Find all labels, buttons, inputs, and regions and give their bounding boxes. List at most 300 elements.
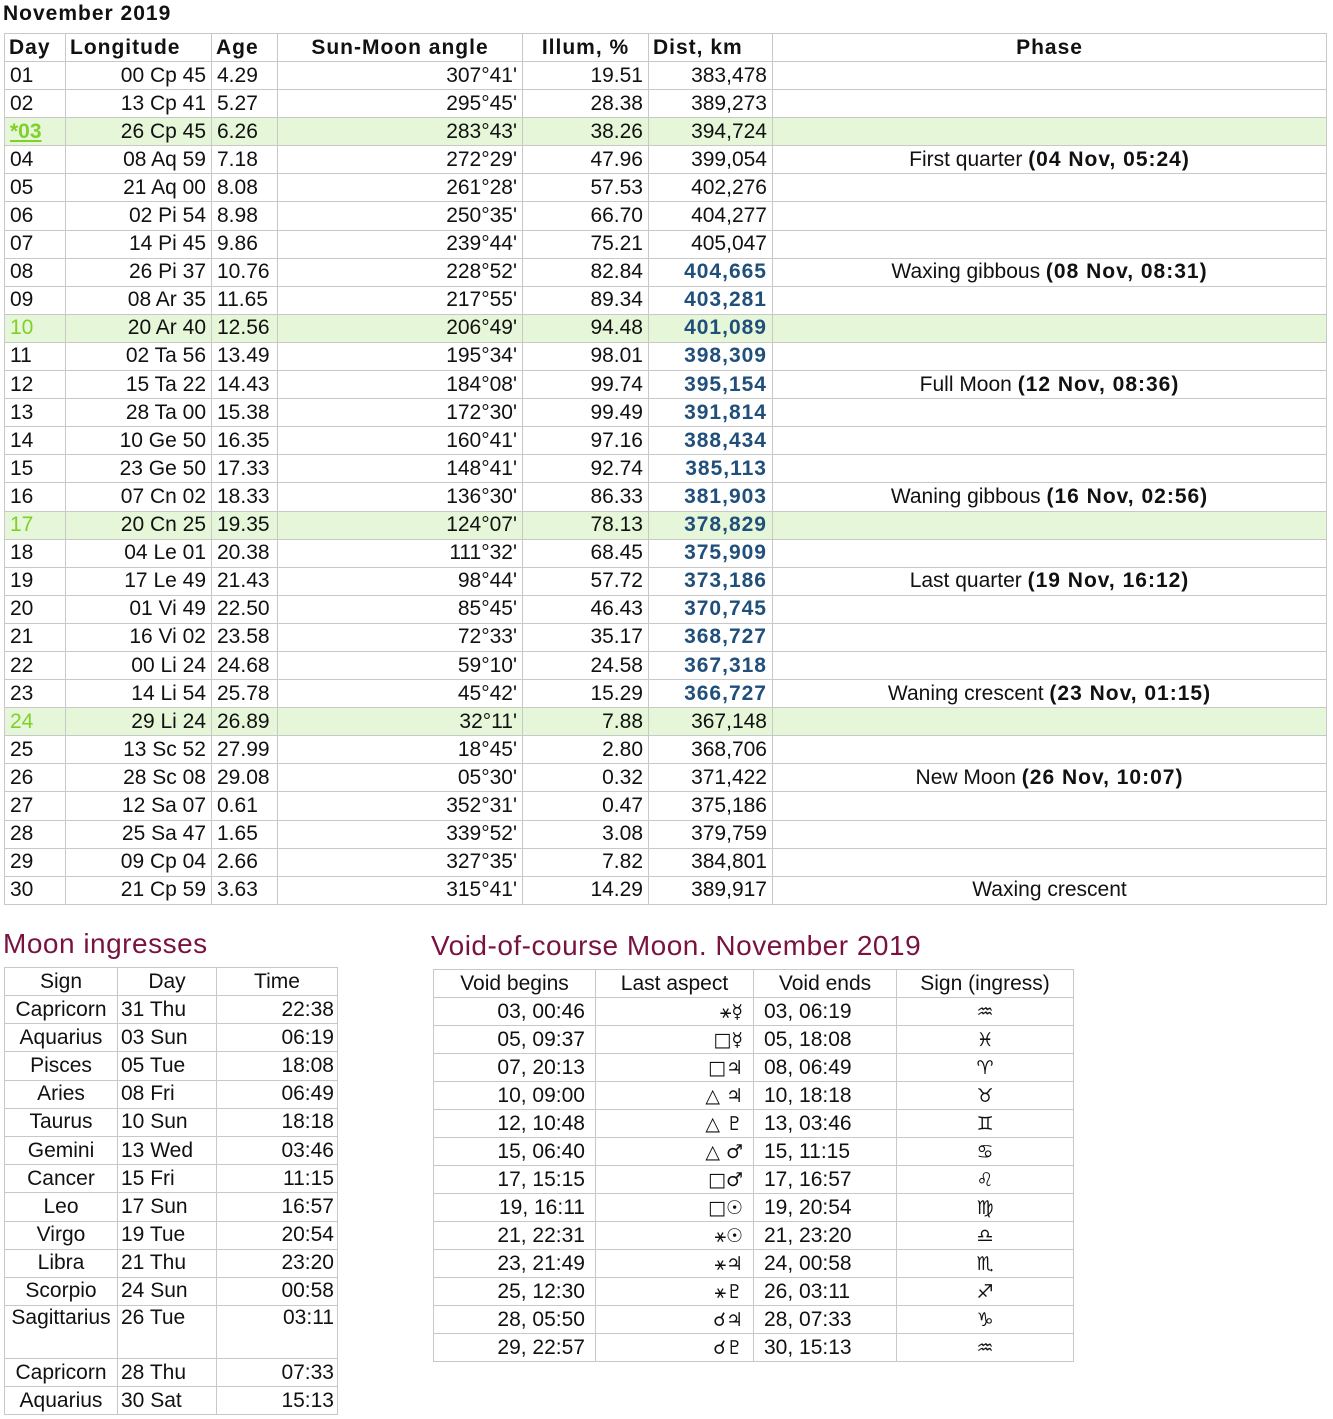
time-cell: 22:38 [217, 996, 338, 1024]
table-row [434, 1026, 1074, 1054]
day-cell: 21 [5, 623, 66, 651]
phase-cell [773, 118, 1327, 146]
table-row [5, 342, 1327, 370]
void-of-course-table [433, 969, 1074, 1362]
table-row [5, 146, 1327, 174]
table-row [5, 567, 1327, 595]
dist-cell: 404,665 [649, 258, 773, 286]
sign-ingress-cell: ♒ [897, 998, 1074, 1026]
dist-cell: 391,814 [649, 399, 773, 427]
illum-cell: 46.43 [523, 595, 649, 623]
day-cell: *03 [5, 118, 66, 146]
sign-ingress-cell: ♐ [897, 1278, 1074, 1306]
last-aspect-cell: △ ♃ [596, 1082, 754, 1110]
age-cell: 13.49 [212, 342, 278, 370]
table-row [5, 595, 1327, 623]
last-aspect-cell: △ ♇ [596, 1110, 754, 1138]
time-cell: 06:19 [217, 1024, 338, 1052]
longitude-cell: 26 Cp 45 [66, 118, 212, 146]
dist-cell: 383,478 [649, 62, 773, 90]
time-cell: 00:58 [217, 1277, 338, 1305]
day-cell: 24 [5, 708, 66, 736]
sign-cell: Leo [5, 1193, 118, 1221]
void-begins-cell: 07, 20:13 [434, 1054, 596, 1082]
longitude-cell: 26 Pi 37 [66, 258, 212, 286]
time-cell: 06:49 [217, 1080, 338, 1108]
table-row [5, 792, 1327, 820]
dist-cell: 370,745 [649, 595, 773, 623]
table-row [5, 1359, 338, 1387]
illum-cell: 99.74 [523, 371, 649, 399]
sign-cell: Capricorn [5, 996, 118, 1024]
day-cell: 09 [5, 286, 66, 314]
longitude-cell: 08 Ar 35 [66, 286, 212, 314]
day-cell: 01 [5, 62, 66, 90]
phase-name: First quarter [909, 147, 1023, 171]
table-row [434, 1334, 1074, 1362]
header-time: Time [217, 968, 338, 996]
table-row [5, 1136, 338, 1164]
sign-ingress-cell: ♍ [897, 1194, 1074, 1222]
illum-cell: 28.38 [523, 90, 649, 118]
age-cell: 6.26 [212, 118, 278, 146]
table-row [5, 1249, 338, 1277]
longitude-cell: 00 Li 24 [66, 651, 212, 679]
dist-cell: 368,727 [649, 623, 773, 651]
dist-cell: 399,054 [649, 146, 773, 174]
longitude-cell: 02 Ta 56 [66, 342, 212, 370]
age-cell: 7.18 [212, 146, 278, 174]
sign-cell: Cancer [5, 1165, 118, 1193]
phase-name: Last quarter [909, 569, 1022, 593]
dist-cell: 401,089 [649, 314, 773, 342]
illum-cell: 0.47 [523, 792, 649, 820]
void-ends-cell: 03, 06:19 [754, 998, 897, 1026]
illum-cell: 99.49 [523, 399, 649, 427]
sign-cell: Aries [5, 1080, 118, 1108]
day-cell: 22 [5, 651, 66, 679]
age-cell: 23.58 [212, 623, 278, 651]
day-cell: 15 [5, 455, 66, 483]
longitude-cell: 09 Cp 04 [66, 848, 212, 876]
sign-ingress-cell: ♈ [897, 1054, 1074, 1082]
age-cell: 29.08 [212, 764, 278, 792]
illum-cell: 89.34 [523, 286, 649, 314]
longitude-cell: 13 Sc 52 [66, 736, 212, 764]
dist-cell: 373,186 [649, 567, 773, 595]
void-ends-cell: 10, 18:18 [754, 1082, 897, 1110]
age-cell: 24.68 [212, 651, 278, 679]
table-row [5, 1108, 338, 1136]
dist-cell: 375,186 [649, 792, 773, 820]
sign-cell: Pisces [5, 1052, 118, 1080]
sun-moon-angle-cell: 160°41' [278, 427, 523, 455]
time-cell: 03:11 [217, 1306, 338, 1359]
table-row [5, 371, 1327, 399]
table-row [5, 286, 1327, 314]
day-cell: 02 [5, 90, 66, 118]
void-of-course-title [431, 930, 921, 962]
longitude-cell: 04 Le 01 [66, 539, 212, 567]
table-row [5, 230, 1327, 258]
phase-cell [773, 258, 1327, 286]
sign-ingress-cell: ♓ [897, 1026, 1074, 1054]
void-ends-cell: 19, 20:54 [754, 1194, 897, 1222]
sign-ingress-cell: ♏ [897, 1250, 1074, 1278]
sun-moon-angle-cell: 05°30' [278, 764, 523, 792]
sign-cell: Virgo [5, 1221, 118, 1249]
age-cell: 8.08 [212, 174, 278, 202]
illum-cell: 92.74 [523, 455, 649, 483]
phase-cell [773, 623, 1327, 651]
longitude-cell: 29 Li 24 [66, 708, 212, 736]
day-cell: 10 Sun [118, 1108, 217, 1136]
longitude-cell: 02 Pi 54 [66, 202, 212, 230]
day-cell: 31 Thu [118, 996, 217, 1024]
void-ends-cell: 05, 18:08 [754, 1026, 897, 1054]
sun-moon-angle-cell: 217°55' [278, 286, 523, 314]
day-cell: 18 [5, 539, 66, 567]
table-row [5, 876, 1327, 904]
time-cell: 03:46 [217, 1136, 338, 1164]
dist-cell: 371,422 [649, 764, 773, 792]
void-begins-cell: 17, 15:15 [434, 1166, 596, 1194]
illum-cell: 75.21 [523, 230, 649, 258]
void-ends-cell: 15, 11:15 [754, 1138, 897, 1166]
longitude-cell: 25 Sa 47 [66, 820, 212, 848]
last-aspect-cell: ☌♃ [596, 1306, 754, 1334]
longitude-cell: 12 Sa 07 [66, 792, 212, 820]
table-row [5, 1024, 338, 1052]
illum-cell: 7.82 [523, 848, 649, 876]
table-row [5, 623, 1327, 651]
sun-moon-angle-cell: 327°35' [278, 848, 523, 876]
day-cell: 20 [5, 595, 66, 623]
phase-cell [773, 848, 1327, 876]
header-dist: Dist, km [649, 34, 773, 62]
header-sign-ingress: Sign (ingress) [897, 970, 1074, 998]
time-cell: 18:18 [217, 1108, 338, 1136]
table-row [434, 1166, 1074, 1194]
table-row [5, 399, 1327, 427]
phase-name: Waning gibbous [890, 484, 1041, 508]
day-cell: 08 Fri [118, 1080, 217, 1108]
sun-moon-angle-cell: 98°44' [278, 567, 523, 595]
void-title-main: Void-of-course Moon. [431, 930, 708, 961]
last-aspect-cell: ⚹☉ [596, 1222, 754, 1250]
table-row [434, 1082, 1074, 1110]
phase-cell [773, 483, 1327, 511]
table-row [5, 651, 1327, 679]
sun-moon-angle-cell: 272°29' [278, 146, 523, 174]
day-cell: 17 Sun [118, 1193, 217, 1221]
day-cell: 13 Wed [118, 1136, 217, 1164]
day-cell: 28 Thu [118, 1359, 217, 1387]
phase-cell [773, 539, 1327, 567]
longitude-cell: 07 Cn 02 [66, 483, 212, 511]
dist-cell: 367,148 [649, 708, 773, 736]
sign-cell: Capricorn [5, 1359, 118, 1387]
void-title-sub: November 2019 [707, 930, 922, 961]
void-ends-cell: 30, 15:13 [754, 1334, 897, 1362]
page-title: November 2019 [3, 2, 172, 25]
longitude-cell: 17 Le 49 [66, 567, 212, 595]
day-cell: 27 [5, 792, 66, 820]
sun-moon-angle-cell: 59°10' [278, 651, 523, 679]
sun-moon-angle-cell: 18°45' [278, 736, 523, 764]
main-header-row [5, 34, 1327, 62]
table-row [5, 118, 1327, 146]
last-aspect-cell: △ ♂ [596, 1138, 754, 1166]
illum-cell: 82.84 [523, 258, 649, 286]
phase-cell [773, 62, 1327, 90]
void-ends-cell: 08, 06:49 [754, 1054, 897, 1082]
dist-cell: 375,909 [649, 539, 773, 567]
longitude-cell: 08 Aq 59 [66, 146, 212, 174]
illum-cell: 86.33 [523, 483, 649, 511]
sun-moon-angle-cell: 111°32' [278, 539, 523, 567]
header-day: Day [118, 968, 217, 996]
phase-cell [773, 651, 1327, 679]
day-cell: 06 [5, 202, 66, 230]
phase-time: (16 Nov, 02:56) [1046, 484, 1209, 508]
sun-moon-angle-cell: 283°43' [278, 118, 523, 146]
day-cell: 30 Sat [118, 1387, 217, 1415]
age-cell: 1.65 [212, 820, 278, 848]
void-begins-cell: 19, 16:11 [434, 1194, 596, 1222]
day-cell: 29 [5, 848, 66, 876]
dist-cell: 403,281 [649, 286, 773, 314]
sign-ingress-cell: ♌ [897, 1166, 1074, 1194]
day-cell: 12 [5, 371, 66, 399]
table-row [5, 996, 338, 1024]
sun-moon-angle-cell: 45°42' [278, 680, 523, 708]
phase-cell [773, 286, 1327, 314]
dist-cell: 404,277 [649, 202, 773, 230]
longitude-cell: 21 Cp 59 [66, 876, 212, 904]
day-cell: 11 [5, 342, 66, 370]
day-cell: 21 Thu [118, 1249, 217, 1277]
sun-moon-angle-cell: 206°49' [278, 314, 523, 342]
table-row [5, 314, 1327, 342]
illum-cell: 38.26 [523, 118, 649, 146]
table-row [5, 848, 1327, 876]
table-row [5, 427, 1327, 455]
age-cell: 21.43 [212, 567, 278, 595]
day-cell: 26 [5, 764, 66, 792]
longitude-cell: 10 Ge 50 [66, 427, 212, 455]
phase-time: (08 Nov, 08:31) [1045, 260, 1208, 284]
age-cell: 10.76 [212, 258, 278, 286]
illum-cell: 35.17 [523, 623, 649, 651]
phase-time: (19 Nov, 16:12) [1027, 569, 1190, 593]
phase-cell [773, 230, 1327, 258]
day-cell: 25 [5, 736, 66, 764]
void-begins-cell: 25, 12:30 [434, 1278, 596, 1306]
age-cell: 9.86 [212, 230, 278, 258]
longitude-cell: 23 Ge 50 [66, 455, 212, 483]
day-cell: 07 [5, 230, 66, 258]
sun-moon-angle-cell: 352°31' [278, 792, 523, 820]
void-begins-cell: 23, 21:49 [434, 1250, 596, 1278]
day-cell: 23 [5, 680, 66, 708]
last-aspect-cell: □♂ [596, 1166, 754, 1194]
day-cell: 03 Sun [118, 1024, 217, 1052]
table-row [5, 1221, 338, 1249]
sun-moon-angle-cell: 295°45' [278, 90, 523, 118]
header-age: Age [212, 34, 278, 62]
phase-cell [773, 371, 1327, 399]
sun-moon-angle-cell: 32°11' [278, 708, 523, 736]
sign-cell: Aquarius [5, 1387, 118, 1415]
dist-cell: 381,903 [649, 483, 773, 511]
time-cell: 20:54 [217, 1221, 338, 1249]
longitude-cell: 20 Ar 40 [66, 314, 212, 342]
void-begins-cell: 03, 00:46 [434, 998, 596, 1026]
dist-cell: 394,724 [649, 118, 773, 146]
table-row [434, 1138, 1074, 1166]
sign-ingress-cell: ♊ [897, 1110, 1074, 1138]
age-cell: 15.38 [212, 399, 278, 427]
last-aspect-cell: ⚹♃ [596, 1250, 754, 1278]
illum-cell: 57.53 [523, 174, 649, 202]
sign-cell: Taurus [5, 1108, 118, 1136]
phase-cell [773, 90, 1327, 118]
illum-cell: 14.29 [523, 876, 649, 904]
day-cell: 14 [5, 427, 66, 455]
age-cell: 11.65 [212, 286, 278, 314]
void-begins-cell: 15, 06:40 [434, 1138, 596, 1166]
phase-name: Waxing crescent [972, 878, 1127, 902]
phase-cell [773, 342, 1327, 370]
illum-cell: 78.13 [523, 511, 649, 539]
table-row [434, 1278, 1074, 1306]
day-cell: 19 Tue [118, 1221, 217, 1249]
sun-moon-angle-cell: 339°52' [278, 820, 523, 848]
phase-cell [773, 427, 1327, 455]
phase-cell [773, 708, 1327, 736]
illum-cell: 0.32 [523, 764, 649, 792]
phase-name: New Moon [915, 765, 1016, 789]
longitude-cell: 13 Cp 41 [66, 90, 212, 118]
last-aspect-cell: ☌♇ [596, 1334, 754, 1362]
sign-ingress-cell: ♑ [897, 1306, 1074, 1334]
phase-time: (26 Nov, 10:07) [1021, 765, 1184, 789]
illum-cell: 66.70 [523, 202, 649, 230]
age-cell: 8.98 [212, 202, 278, 230]
sign-ingress-cell: ♉ [897, 1082, 1074, 1110]
age-cell: 17.33 [212, 455, 278, 483]
time-cell: 11:15 [217, 1165, 338, 1193]
last-aspect-cell: □☿ [596, 1026, 754, 1054]
age-cell: 27.99 [212, 736, 278, 764]
age-cell: 18.33 [212, 483, 278, 511]
phase-cell [773, 455, 1327, 483]
day-cell: 10 [5, 314, 66, 342]
phase-name: Full Moon [919, 372, 1012, 396]
age-cell: 5.27 [212, 90, 278, 118]
day-cell: 30 [5, 876, 66, 904]
table-row [5, 258, 1327, 286]
illum-cell: 2.80 [523, 736, 649, 764]
longitude-cell: 14 Li 54 [66, 680, 212, 708]
illum-cell: 57.72 [523, 567, 649, 595]
age-cell: 26.89 [212, 708, 278, 736]
day-cell: 13 [5, 399, 66, 427]
phase-cell [773, 314, 1327, 342]
header-longitude: Longitude [66, 34, 212, 62]
phase-cell [773, 567, 1327, 595]
phase-cell [773, 736, 1327, 764]
time-cell: 15:13 [217, 1387, 338, 1415]
dist-cell: 367,318 [649, 651, 773, 679]
sign-cell: Libra [5, 1249, 118, 1277]
void-begins-cell: 29, 22:57 [434, 1334, 596, 1362]
sign-cell: Aquarius [5, 1024, 118, 1052]
longitude-cell: 14 Pi 45 [66, 230, 212, 258]
void-begins-cell: 12, 10:48 [434, 1110, 596, 1138]
sun-moon-angle-cell: 172°30' [278, 399, 523, 427]
longitude-cell: 15 Ta 22 [66, 371, 212, 399]
phase-cell [773, 399, 1327, 427]
table-row [5, 1052, 338, 1080]
phase-cell [773, 595, 1327, 623]
sign-ingress-cell: ♋ [897, 1138, 1074, 1166]
header-void-begins: Void begins [434, 970, 596, 998]
table-row [5, 511, 1327, 539]
day-cell: 17 [5, 511, 66, 539]
table-row [5, 736, 1327, 764]
void-begins-cell: 28, 05:50 [434, 1306, 596, 1334]
illum-cell: 15.29 [523, 680, 649, 708]
longitude-cell: 28 Ta 00 [66, 399, 212, 427]
phase-time: (04 Nov, 05:24) [1028, 147, 1190, 171]
longitude-cell: 28 Sc 08 [66, 764, 212, 792]
header-sun-moon-angle: Sun-Moon angle [278, 34, 523, 62]
illum-cell: 7.88 [523, 708, 649, 736]
sun-moon-angle-cell: 124°07' [278, 511, 523, 539]
void-ends-cell: 17, 16:57 [754, 1166, 897, 1194]
void-ends-cell: 21, 23:20 [754, 1222, 897, 1250]
moon-data-table [4, 33, 1327, 905]
sun-moon-angle-cell: 239°44' [278, 230, 523, 258]
age-cell: 19.35 [212, 511, 278, 539]
sun-moon-angle-cell: 315°41' [278, 876, 523, 904]
phase-time: (23 Nov, 01:15) [1049, 681, 1212, 705]
dist-cell: 405,047 [649, 230, 773, 258]
day-cell: 05 [5, 174, 66, 202]
sun-moon-angle-cell: 148°41' [278, 455, 523, 483]
phase-cell [773, 820, 1327, 848]
dist-cell: 388,434 [649, 427, 773, 455]
dist-cell: 368,706 [649, 736, 773, 764]
table-row [5, 1080, 338, 1108]
sign-ingress-cell: ♎ [897, 1222, 1074, 1250]
table-row [5, 1306, 338, 1359]
header-day: Day [5, 34, 66, 62]
sign-cell: Scorpio [5, 1277, 118, 1305]
sun-moon-angle-cell: 72°33' [278, 623, 523, 651]
sun-moon-angle-cell: 184°08' [278, 371, 523, 399]
longitude-cell: 20 Cn 25 [66, 511, 212, 539]
age-cell: 25.78 [212, 680, 278, 708]
age-cell: 22.50 [212, 595, 278, 623]
table-row [434, 1110, 1074, 1138]
age-cell: 2.66 [212, 848, 278, 876]
table-row [5, 1387, 338, 1415]
dist-cell: 384,801 [649, 848, 773, 876]
table-row [434, 1222, 1074, 1250]
